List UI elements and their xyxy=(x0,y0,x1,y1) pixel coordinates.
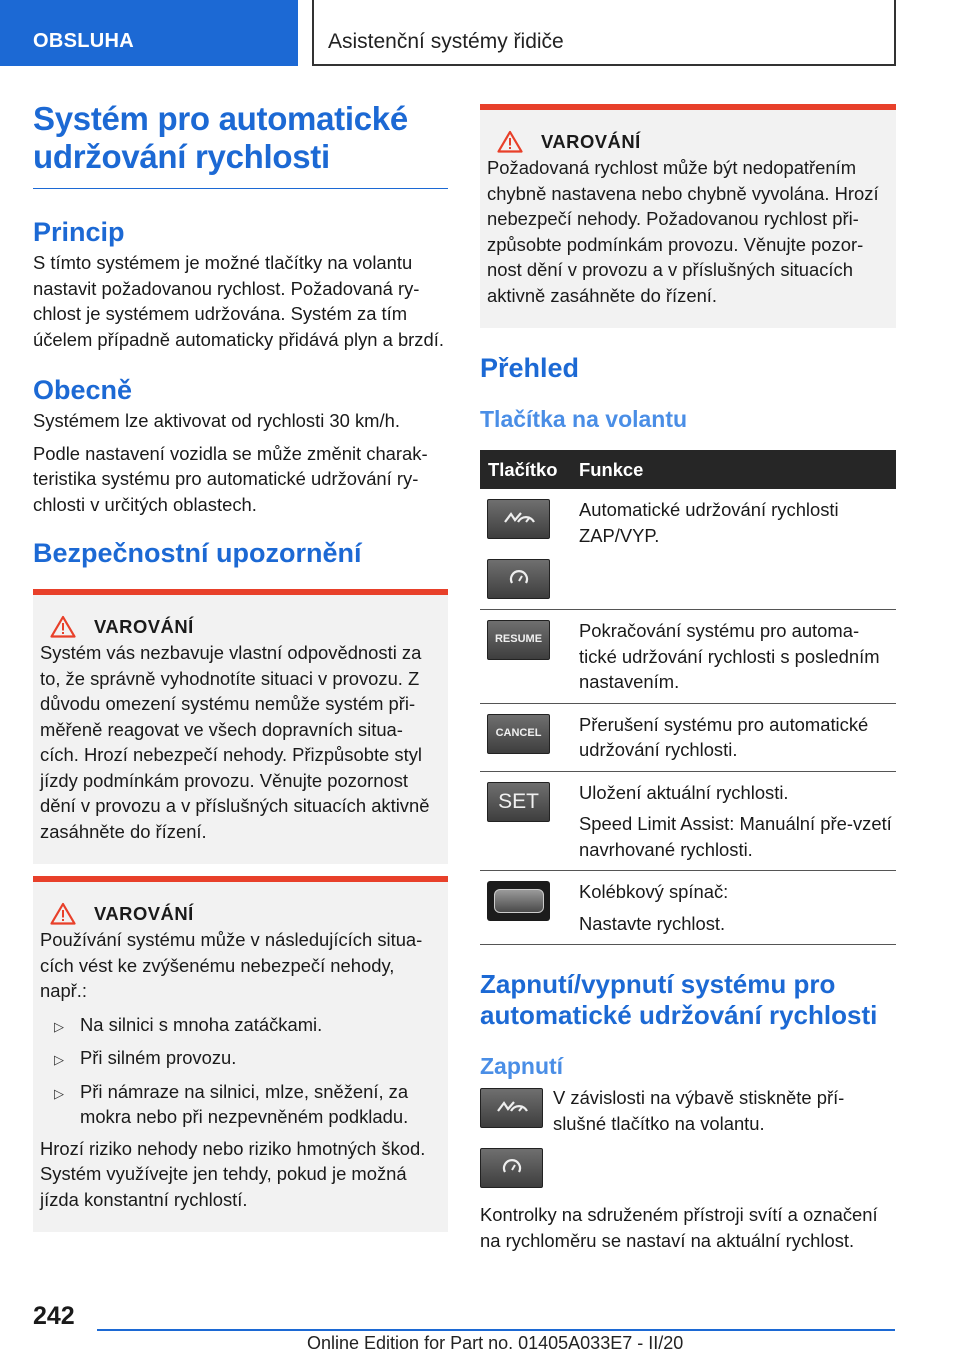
cruise-control-button-icon xyxy=(480,1088,543,1128)
warning-box xyxy=(33,876,448,1232)
list-item: ▷ Na silnici s mnoha zatáčkami. xyxy=(40,1012,440,1040)
table-row xyxy=(480,489,896,610)
warning-text: Požadovaná rychlost může být nedopatřením chybně nastavena nebo chybně vyvolána. Hrozí nebezpečí nehody. Požadovanou rychlost při-způsobte podmínkám provozu. Věnujte pozor-nost dění v provozu a v příslušných situacích aktivně zasáhněte do řízení. xyxy=(487,157,879,306)
warning-label: VAROVÁNÍ xyxy=(94,615,194,637)
obecne-text-2: Podle nastavení vozidla se může změnit charak-teristika systému pro automatické udržování ry-chlosti v určitých oblastech. xyxy=(33,442,428,515)
function-text: Nastavte rychlost. xyxy=(579,912,726,934)
page-title xyxy=(33,100,448,176)
footer-rule xyxy=(97,1329,895,1331)
set-button-icon: SET xyxy=(487,782,550,822)
function-text: Přerušení systému pro automatické udržování rychlosti. xyxy=(571,703,896,771)
warning-label: VAROVÁNÍ xyxy=(94,902,194,924)
princip-heading: Princip xyxy=(33,217,125,247)
page-title-line1: Systém pro automatické xyxy=(33,100,408,137)
title-rule xyxy=(33,188,448,189)
cancel-button-icon: CANCEL xyxy=(487,714,550,754)
warning-triangle-icon xyxy=(50,902,76,925)
warning-box xyxy=(480,104,896,328)
kontrolky-text: Kontrolky na sdruženém přístroji svítí a označení na rychloměru se nastaví na aktuální rychlost. xyxy=(480,1204,878,1251)
triangle-bullet-icon: ▷ xyxy=(54,1085,64,1101)
prehled-heading: Přehled xyxy=(480,353,580,383)
speed-limiter-button-icon xyxy=(487,559,550,599)
buttons-table xyxy=(480,450,896,945)
cruise-control-button-icon xyxy=(487,499,550,539)
obecne-heading: Obecně xyxy=(33,375,133,405)
warning-text: Systém vás nezbavuje vlastní odpovědnosti za to, že správně vyhodnotíte situaci v provozu. Z důvodu omezení systému nemůže systém při-měřeně reagovat ve všech dopravních situa-cích. Hrozí nebezpečí nehody. Přizpůsobte styl jízdy podmínkám provozu. Věnujte pozornost dění v provozu a v příslušných situacích aktivně zasáhněte do řízení. xyxy=(40,642,430,842)
triangle-bullet-icon: ▷ xyxy=(54,1052,64,1067)
buttons-heading: Tlačítka na volantu xyxy=(480,406,688,432)
warning-triangle-icon xyxy=(497,130,523,153)
chapter-title: Asistenční systémy řidiče xyxy=(312,0,896,66)
princip-text: S tímto systémem je možné tlačítky na volantu nastavit požadovanou rychlost. Požadovaná ry-chlost je systémem udržována. Systém za tím účelem případně automaticky přidává plyn a brzdí. xyxy=(33,252,444,350)
safety-heading: Bezpečnostní upozornění xyxy=(33,538,362,568)
table-row xyxy=(480,871,896,945)
zapnuti-text: V závislosti na výbavě stiskněte pří-slušné tlačítko na volantu. xyxy=(553,1087,845,1134)
warning-box xyxy=(33,589,448,864)
triangle-bullet-icon: ▷ xyxy=(54,1018,64,1034)
list-item: ▷ Při silném provozu. xyxy=(40,1045,440,1073)
right-column xyxy=(480,104,896,1253)
function-text: Kolébkový spínač: xyxy=(579,881,729,902)
edition-note: Online Edition for Part no. 01405A033E7 - II/20 xyxy=(307,1333,684,1353)
column-header-function: Funkce xyxy=(571,450,896,489)
left-column xyxy=(33,100,448,1232)
function-text: Uložení aktuální rychlosti. xyxy=(579,781,789,803)
page-header xyxy=(0,0,960,66)
onoff-heading: Zapnutí/vypnutí systému pro automatické udržování rychlosti xyxy=(480,969,878,1030)
rocker-switch-icon xyxy=(487,881,550,921)
resume-button-icon: RESUME xyxy=(487,620,550,660)
list-item: ▷ Při námraze na silnici, mlze, sněžení, za mokra nebo při nezpevněném podkladu. xyxy=(40,1079,440,1130)
page-number: 242 xyxy=(33,1302,75,1330)
warning-outro: Hrozí riziko nehody nebo riziko hmotných škod. Systém využívejte jen tehdy, pokud je možná jízda konstantní rychlostí. xyxy=(40,1137,426,1210)
speed-limiter-button-icon xyxy=(480,1148,543,1188)
warning-intro: Používání systému může v následujících situa-cích vést ke zvýšenému nebezpečí nehody, např.: xyxy=(40,929,423,1001)
warning-triangle-icon xyxy=(50,615,76,638)
function-text: Speed Limit Assist: Manuální pře-vzetí navrhované rychlosti. xyxy=(579,813,892,860)
column-header-button: Tlačítko xyxy=(480,450,571,489)
table-header-row xyxy=(480,450,896,489)
function-text: Automatické udržování rychlosti ZAP/VYP. xyxy=(571,489,896,610)
section-tab: OBSLUHA xyxy=(0,0,298,66)
function-text: Pokračování systému pro automa-tické udržování rychlosti s posledním nastavením. xyxy=(571,610,896,704)
zapnuti-block xyxy=(480,1088,896,1188)
table-row xyxy=(480,771,896,871)
table-row xyxy=(480,610,896,704)
table-row xyxy=(480,703,896,771)
warning-label: VAROVÁNÍ xyxy=(541,130,641,152)
page-title-line2: udržování rychlosti xyxy=(33,138,330,175)
obecne-text-1: Systémem lze aktivovat od rychlosti 30 km/h. xyxy=(33,410,400,431)
zapnuti-heading: Zapnutí xyxy=(480,1053,564,1079)
